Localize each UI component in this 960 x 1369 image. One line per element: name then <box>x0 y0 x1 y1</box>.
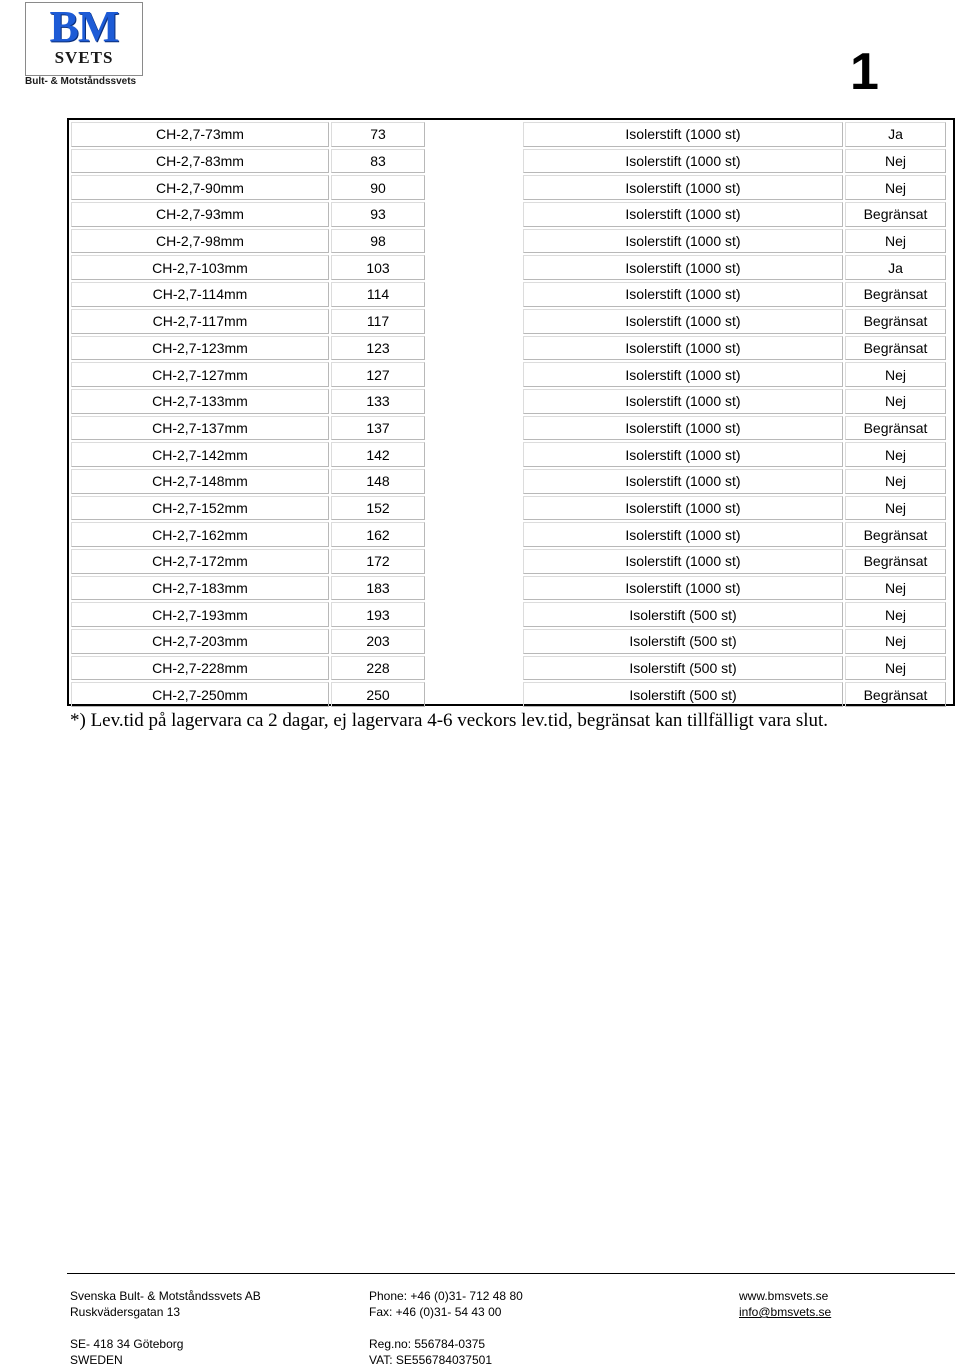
table-row <box>71 202 946 227</box>
description-cell: Isolerstift (1000 st) <box>523 229 843 254</box>
empty-cell <box>427 682 521 707</box>
description-cell: Isolerstift (1000 st) <box>523 469 843 494</box>
description-cell: Isolerstift (1000 st) <box>523 309 843 334</box>
length-cell: 98 <box>331 229 425 254</box>
table-row <box>71 282 946 307</box>
length-cell: 193 <box>331 602 425 627</box>
length-cell: 83 <box>331 149 425 174</box>
table-row <box>71 336 946 361</box>
length-cell: 90 <box>331 175 425 200</box>
table-row <box>71 682 946 707</box>
footer-web <box>739 1288 831 1320</box>
stock-status-cell: Nej <box>845 656 946 681</box>
description-cell: Isolerstift (1000 st) <box>523 122 843 147</box>
footer-country: SWEDEN <box>70 1353 123 1367</box>
stock-status-cell: Nej <box>845 576 946 601</box>
stock-status-cell: Begränsat <box>845 416 946 441</box>
empty-cell <box>427 389 521 414</box>
description-cell: Isolerstift (1000 st) <box>523 576 843 601</box>
footer-city: SE- 418 34 Göteborg <box>70 1337 184 1351</box>
length-cell: 103 <box>331 255 425 280</box>
table-row <box>71 389 946 414</box>
description-cell: Isolerstift (1000 st) <box>523 389 843 414</box>
article-number-cell: CH-2,7-123mm <box>71 336 329 361</box>
description-cell: Isolerstift (1000 st) <box>523 522 843 547</box>
stock-status-cell: Nej <box>845 629 946 654</box>
length-cell: 127 <box>331 362 425 387</box>
footer-fax: Fax: +46 (0)31- 54 43 00 <box>369 1305 502 1319</box>
table-row <box>71 549 946 574</box>
description-cell: Isolerstift (1000 st) <box>523 202 843 227</box>
description-cell: Isolerstift (1000 st) <box>523 149 843 174</box>
stock-status-cell: Begränsat <box>845 202 946 227</box>
footer-company-name: Svenska Bult- & Motståndssvets AB <box>70 1289 261 1303</box>
empty-cell <box>427 175 521 200</box>
empty-cell <box>427 656 521 681</box>
company-logo <box>25 2 143 76</box>
table-row <box>71 255 946 280</box>
empty-cell <box>427 282 521 307</box>
table-row <box>71 149 946 174</box>
stock-status-cell: Begränsat <box>845 309 946 334</box>
stock-status-cell: Begränsat <box>845 682 946 707</box>
table-row <box>71 229 946 254</box>
empty-cell <box>427 469 521 494</box>
empty-cell <box>427 496 521 521</box>
table-row <box>71 629 946 654</box>
article-number-cell: CH-2,7-137mm <box>71 416 329 441</box>
table-row <box>71 442 946 467</box>
page-number: 1 <box>850 43 879 101</box>
stock-status-cell: Nej <box>845 362 946 387</box>
table-row <box>71 362 946 387</box>
logo-subtitle: Bult- & Motståndssvets <box>25 76 137 87</box>
table-row <box>71 496 946 521</box>
empty-cell <box>427 629 521 654</box>
length-cell: 203 <box>331 629 425 654</box>
empty-cell <box>427 149 521 174</box>
stock-status-cell: Nej <box>845 469 946 494</box>
length-cell: 152 <box>331 496 425 521</box>
article-number-cell: CH-2,7-142mm <box>71 442 329 467</box>
stock-status-cell: Nej <box>845 175 946 200</box>
description-cell: Isolerstift (1000 st) <box>523 416 843 441</box>
description-cell: Isolerstift (1000 st) <box>523 175 843 200</box>
length-cell: 148 <box>331 469 425 494</box>
product-table-body <box>71 122 946 707</box>
empty-cell <box>427 522 521 547</box>
footer-address <box>70 1288 261 1368</box>
length-cell: 123 <box>331 336 425 361</box>
article-number-cell: CH-2,7-90mm <box>71 175 329 200</box>
description-cell: Isolerstift (1000 st) <box>523 549 843 574</box>
logo-bm-text: BM <box>49 2 119 51</box>
article-number-cell: CH-2,7-172mm <box>71 549 329 574</box>
article-number-cell: CH-2,7-203mm <box>71 629 329 654</box>
footer-email-link[interactable]: info@bmsvets.se <box>739 1305 832 1319</box>
length-cell: 183 <box>331 576 425 601</box>
empty-cell <box>427 229 521 254</box>
description-cell: Isolerstift (1000 st) <box>523 255 843 280</box>
length-cell: 162 <box>331 522 425 547</box>
article-number-cell: CH-2,7-127mm <box>71 362 329 387</box>
article-number-cell: CH-2,7-73mm <box>71 122 329 147</box>
stock-status-cell: Nej <box>845 442 946 467</box>
empty-cell <box>427 255 521 280</box>
empty-cell <box>427 202 521 227</box>
table-row <box>71 469 946 494</box>
length-cell: 172 <box>331 549 425 574</box>
table-row <box>71 175 946 200</box>
table-row <box>71 416 946 441</box>
article-number-cell: CH-2,7-103mm <box>71 255 329 280</box>
product-table-frame <box>67 118 955 706</box>
article-number-cell: CH-2,7-250mm <box>71 682 329 707</box>
stock-status-cell: Ja <box>845 122 946 147</box>
length-cell: 117 <box>331 309 425 334</box>
article-number-cell: CH-2,7-114mm <box>71 282 329 307</box>
empty-cell <box>427 336 521 361</box>
article-number-cell: CH-2,7-148mm <box>71 469 329 494</box>
footer-street: Ruskvädersgatan 13 <box>70 1305 181 1319</box>
empty-cell <box>427 309 521 334</box>
footer-website-link[interactable]: www.bmsvets.se <box>739 1289 829 1303</box>
table-row <box>71 122 946 147</box>
empty-cell <box>427 122 521 147</box>
stock-status-cell: Nej <box>845 602 946 627</box>
article-number-cell: CH-2,7-98mm <box>71 229 329 254</box>
table-row <box>71 522 946 547</box>
empty-cell <box>427 442 521 467</box>
length-cell: 142 <box>331 442 425 467</box>
description-cell: Isolerstift (500 st) <box>523 602 843 627</box>
stock-status-cell: Nej <box>845 389 946 414</box>
table-row <box>71 656 946 681</box>
article-number-cell: CH-2,7-162mm <box>71 522 329 547</box>
footer-vat: VAT: SE556784037501 <box>369 1353 492 1367</box>
footer-phone: Phone: +46 (0)31- 712 48 80 <box>369 1289 523 1303</box>
article-number-cell: CH-2,7-83mm <box>71 149 329 174</box>
empty-cell <box>427 362 521 387</box>
article-number-cell: CH-2,7-93mm <box>71 202 329 227</box>
description-cell: Isolerstift (1000 st) <box>523 496 843 521</box>
length-cell: 93 <box>331 202 425 227</box>
empty-cell <box>427 416 521 441</box>
length-cell: 114 <box>331 282 425 307</box>
length-cell: 73 <box>331 122 425 147</box>
stock-status-cell: Begränsat <box>845 549 946 574</box>
stock-status-cell: Nej <box>845 149 946 174</box>
description-cell: Isolerstift (1000 st) <box>523 442 843 467</box>
footer-reg-no: Reg.no: 556784-0375 <box>369 1337 486 1351</box>
description-cell: Isolerstift (1000 st) <box>523 336 843 361</box>
empty-cell <box>427 549 521 574</box>
table-row <box>71 602 946 627</box>
product-table <box>69 120 948 709</box>
description-cell: Isolerstift (500 st) <box>523 656 843 681</box>
length-cell: 133 <box>331 389 425 414</box>
table-row <box>71 576 946 601</box>
stock-status-cell: Begränsat <box>845 282 946 307</box>
article-number-cell: CH-2,7-183mm <box>71 576 329 601</box>
article-number-cell: CH-2,7-193mm <box>71 602 329 627</box>
article-number-cell: CH-2,7-152mm <box>71 496 329 521</box>
footer-divider <box>67 1273 955 1274</box>
article-number-cell: CH-2,7-133mm <box>71 389 329 414</box>
length-cell: 137 <box>331 416 425 441</box>
article-number-cell: CH-2,7-117mm <box>71 309 329 334</box>
description-cell: Isolerstift (500 st) <box>523 629 843 654</box>
length-cell: 228 <box>331 656 425 681</box>
logo-svets-text: SVETS <box>54 48 114 67</box>
stock-status-cell: Nej <box>845 229 946 254</box>
stock-status-cell: Nej <box>845 496 946 521</box>
stock-status-cell: Ja <box>845 255 946 280</box>
footer-contact <box>369 1288 523 1368</box>
stock-status-cell: Begränsat <box>845 336 946 361</box>
description-cell: Isolerstift (500 st) <box>523 682 843 707</box>
description-cell: Isolerstift (1000 st) <box>523 282 843 307</box>
article-number-cell: CH-2,7-228mm <box>71 656 329 681</box>
empty-cell <box>427 602 521 627</box>
delivery-footnote: *) Lev.tid på lagervara ca 2 dagar, ej lagervara 4-6 veckors lev.tid, begränsat kan tillfälligt vara slut. <box>70 710 829 731</box>
stock-status-cell: Begränsat <box>845 522 946 547</box>
empty-cell <box>427 576 521 601</box>
description-cell: Isolerstift (1000 st) <box>523 362 843 387</box>
table-row <box>71 309 946 334</box>
length-cell: 250 <box>331 682 425 707</box>
